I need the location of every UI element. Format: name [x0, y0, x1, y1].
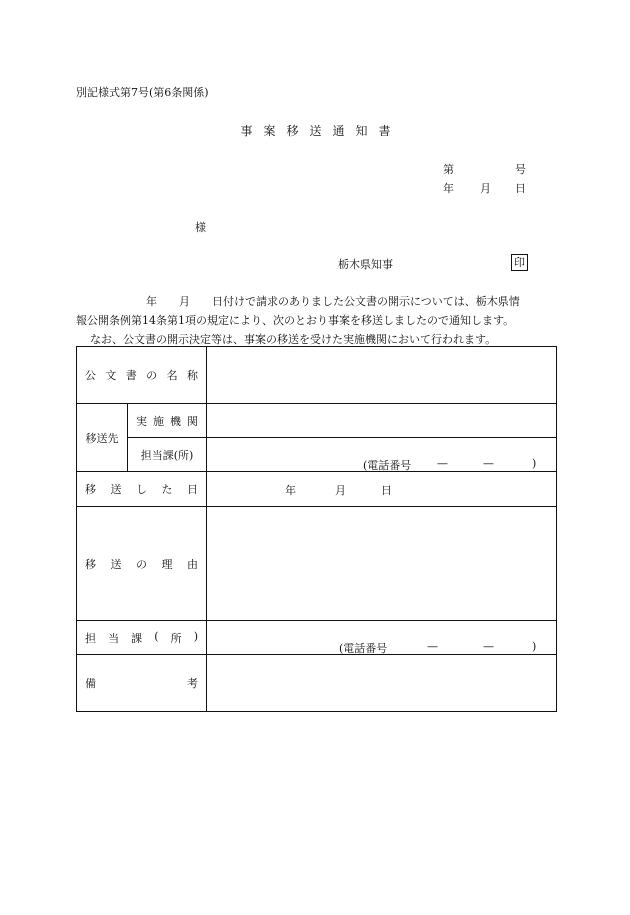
label-contact-dept: [77, 621, 207, 655]
transfer-year-label: 年: [285, 484, 296, 497]
label-char: 移: [85, 557, 96, 571]
reason-field[interactable]: [207, 507, 557, 621]
row-exec-agency: [77, 404, 557, 438]
contact-phone-dash2: —: [483, 640, 494, 653]
dest-dept-field[interactable]: [207, 438, 557, 472]
issue-year-label: 年: [443, 182, 454, 195]
transfer-month-label: 月: [335, 484, 346, 497]
label-char: 実: [136, 414, 147, 428]
label-exec-agency: [128, 404, 207, 438]
label-remarks: [77, 655, 207, 712]
label-char: 称: [186, 369, 198, 382]
label-transfer-destination: 移送先: [77, 404, 128, 472]
dest-phone-dash2: —: [483, 457, 494, 470]
row-dest-dept: [77, 438, 557, 472]
dest-phone-close: ): [532, 457, 537, 470]
label-char: 担: [85, 631, 96, 645]
body-text: [76, 292, 556, 349]
exec-agency-field[interactable]: [207, 404, 557, 438]
label-char: 日: [187, 483, 198, 496]
dest-phone-label: (電話番号: [363, 459, 412, 472]
label-char: 送: [110, 483, 122, 496]
label-char: 理: [161, 557, 173, 571]
label-char: 書: [125, 369, 137, 382]
transfer-day-label: 日: [381, 484, 392, 497]
contact-phone-close: ): [532, 640, 537, 653]
row-document-name: [77, 347, 557, 404]
label-char: 送: [110, 557, 122, 571]
label-char: 由: [187, 557, 198, 571]
row-contact-dept: [77, 621, 557, 655]
label-char: 機: [170, 414, 181, 428]
label-dest-dept: 担当課(所): [128, 438, 207, 472]
label-char: 当: [108, 631, 120, 645]
addressee-suffix: 様: [195, 221, 206, 234]
row-reason: [77, 507, 557, 621]
label-char: 公: [85, 369, 96, 382]
label-char: の: [136, 557, 147, 571]
label-char: た: [161, 483, 173, 496]
form-reference: 別記様式第7号(第6条関係): [76, 86, 209, 99]
issue-month-label: 月: [480, 182, 491, 195]
label-document-name: [77, 347, 207, 404]
label-char: 文: [105, 369, 117, 382]
label-char: 課: [131, 631, 143, 645]
label-char: ): [193, 629, 198, 643]
remarks-field[interactable]: [207, 655, 557, 712]
contact-dept-field[interactable]: [207, 621, 557, 655]
label-transfer-date: [77, 472, 207, 507]
dest-phone-dash1: —: [437, 457, 448, 470]
number-prefix: 第: [443, 163, 454, 176]
seal-mark: [511, 254, 528, 271]
document-title: 事案移送通知書: [240, 124, 402, 138]
label-char: 所: [170, 631, 182, 645]
label-char: 関: [187, 414, 198, 428]
label-char: 移: [85, 483, 96, 496]
transfer-date-field[interactable]: [207, 472, 557, 507]
label-char: の: [146, 369, 158, 382]
contact-phone-label: (電話番号: [339, 642, 388, 655]
body-line2: 報公開条例第14条第1項の規定により、次のとおり事案を移送しましたので通知します。: [76, 314, 515, 327]
body-line1: 日付けで請求のありました公文書の開示については、栃木県情: [212, 295, 520, 308]
label-char: 施: [153, 414, 164, 428]
number-suffix: 号: [515, 163, 526, 176]
label-char: し: [136, 483, 147, 496]
row-remarks: [77, 655, 557, 712]
row-transfer-date: [77, 472, 557, 507]
sender-name: 栃木県知事: [338, 258, 393, 271]
label-char: 考: [187, 677, 198, 690]
label-char: (: [154, 629, 159, 643]
document-name-field[interactable]: [207, 347, 557, 404]
body-month: 月: [179, 295, 190, 308]
body-line3: なお、公文書の開示決定等は、事案の移送を受けた実施機関において行われます。: [90, 333, 497, 346]
label-reason: [77, 507, 207, 621]
issue-day-label: 日: [515, 182, 526, 195]
seal-text: 印: [511, 254, 528, 271]
body-year: 年: [146, 295, 157, 308]
label-char: 名: [166, 369, 178, 382]
transfer-form-table: [76, 346, 557, 712]
label-char: 備: [85, 677, 96, 690]
contact-phone-dash1: —: [427, 640, 438, 653]
